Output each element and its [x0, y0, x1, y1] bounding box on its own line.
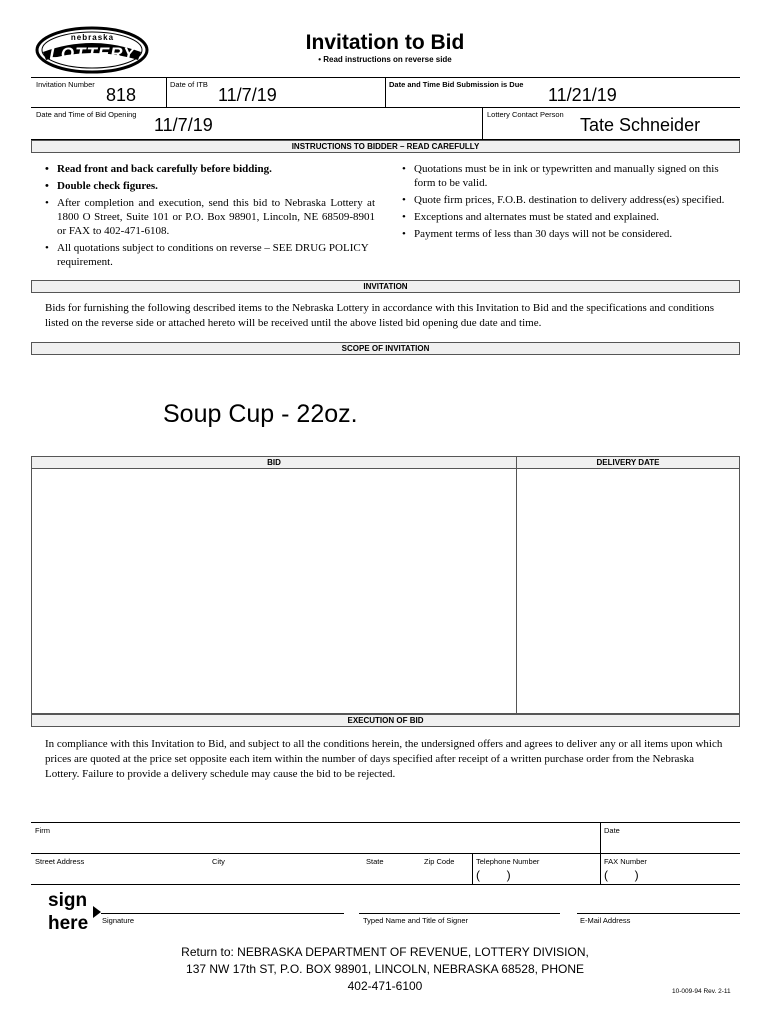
contact-person-label: Lottery Contact Person [487, 110, 564, 119]
telephone-field[interactable]: Telephone Number [476, 857, 540, 866]
divider [31, 884, 740, 885]
instruction-item: • Exceptions and alternates must be stated and explained. [402, 210, 727, 224]
instruction-item: • After completion and execution, send this bid to Nebraska Lottery at 1800 O Street, Suite 101 or P.O. Box 98901, Lincoln, NE 68509-8901 or FAX to 402-471-6108. [45, 196, 375, 238]
fax-field[interactable]: FAX Number [604, 857, 647, 866]
divider [31, 822, 740, 823]
instruction-item: • Quote firm prices, F.O.B. destination to delivery address(es) specified. [402, 193, 727, 207]
bid-header: BID [31, 456, 517, 469]
invitation-number-value[interactable]: 818 [106, 85, 137, 105]
delivery-date-header: DELIVERY DATE [516, 456, 740, 469]
page-subtitle: • Read instructions on reverse side [318, 55, 452, 64]
divider [482, 107, 483, 139]
state-field[interactable]: State [366, 857, 384, 866]
here-text: here [48, 913, 89, 934]
email-field[interactable]: E-Mail Address [580, 916, 631, 925]
invitation-text: Bids for furnishing the following described items to the Nebraska Lottery in accordance with this Invitation to Bid and the specifications and conditions listed on the reverse side or attached hereto will be received until the above listed bid opening due date and time. [45, 302, 715, 329]
form-number: 10-009-94 Rev. 2-11 [672, 988, 731, 995]
city-field[interactable]: City [212, 857, 225, 866]
execution-header: EXECUTION OF BID [31, 714, 740, 727]
firm-field[interactable]: Firm [35, 826, 50, 835]
typed-name-field[interactable]: Typed Name and Title of Signer [363, 916, 469, 925]
divider [31, 107, 740, 108]
scope-header: SCOPE OF INVITATION [31, 342, 740, 355]
street-address-field[interactable]: Street Address [35, 857, 85, 866]
delivery-date-entry-area[interactable] [518, 470, 739, 713]
scope-item: Soup Cup - 22oz. [163, 400, 358, 428]
divider [385, 77, 386, 107]
date-of-itb-value[interactable]: 11/7/19 [218, 85, 277, 105]
divider [166, 77, 167, 107]
telephone-paren: ( ) [476, 868, 511, 882]
logo-main-text: LOTTERY [49, 44, 136, 63]
return-line-2: 137 NW 17th ST, P.O. BOX 98901, LINCOLN, NEBRASKA 68528, PHONE [186, 962, 584, 976]
sign-text: sign [48, 890, 88, 911]
submission-due-value[interactable]: 11/21/19 [548, 85, 617, 105]
bid-opening-label: Date and Time of Bid Opening [36, 110, 137, 119]
email-line [577, 913, 740, 914]
instructions-right-list [402, 162, 727, 244]
instruction-item: • All quotations subject to conditions on reverse – SEE DRUG POLICY requirement. [45, 241, 375, 269]
typed-name-line [359, 913, 560, 914]
instructions-left-list [45, 162, 375, 272]
invitation-header: INVITATION [31, 280, 740, 293]
zip-code-field[interactable]: Zip Code [424, 857, 455, 866]
logo-top-text: nebraska [70, 33, 115, 42]
date-of-itb-label: Date of ITB [170, 80, 208, 89]
signature-line [101, 913, 344, 914]
nebraska-lottery-logo [35, 26, 150, 74]
page-title: Invitation to Bid [305, 31, 465, 54]
fax-paren: ( ) [604, 868, 639, 882]
execution-text: In compliance with this Invitation to Bid, and subject to all the conditions herein, the undersigned offers and agrees to deliver any or all items upon which prices are quoted at the price set opposite each item within the number of days specified after receipt of a written purchase order from the Nebraska Lottery. Failure to provide a delivery schedule may cause the bid to be rejected. [45, 738, 723, 780]
bid-entry-area[interactable] [32, 470, 515, 713]
return-line-3: 402-471-6100 [347, 979, 423, 993]
instruction-item: • Payment terms of less than 30 days will not be considered. [402, 227, 727, 241]
return-line-1: Return to: NEBRASKA DEPARTMENT OF REVENUE, LOTTERY DIVISION, [181, 945, 589, 959]
date-field[interactable]: Date [604, 826, 620, 835]
instruction-item: • Read front and back carefully before bidding. [45, 162, 375, 176]
contact-person-value[interactable]: Tate Schneider [580, 115, 701, 135]
invitation-number-label: Invitation Number [36, 80, 95, 89]
submission-due-label: Date and Time Bid Submission is Due [389, 80, 524, 89]
divider [472, 853, 473, 884]
sign-here-label [48, 889, 88, 935]
arrow-right-icon [93, 906, 101, 918]
bid-opening-value[interactable]: 11/7/19 [154, 115, 213, 135]
signature-field[interactable]: Signature [102, 916, 135, 925]
divider [600, 822, 601, 884]
instructions-header: INSTRUCTIONS TO BIDDER – READ CAREFULLY [31, 140, 740, 153]
divider [516, 456, 517, 714]
instruction-item: • Double check figures. [45, 179, 375, 193]
instruction-item: • Quotations must be in ink or typewritten and manually signed on this form to be valid. [402, 162, 727, 190]
return-address [150, 944, 620, 995]
divider [31, 853, 740, 854]
